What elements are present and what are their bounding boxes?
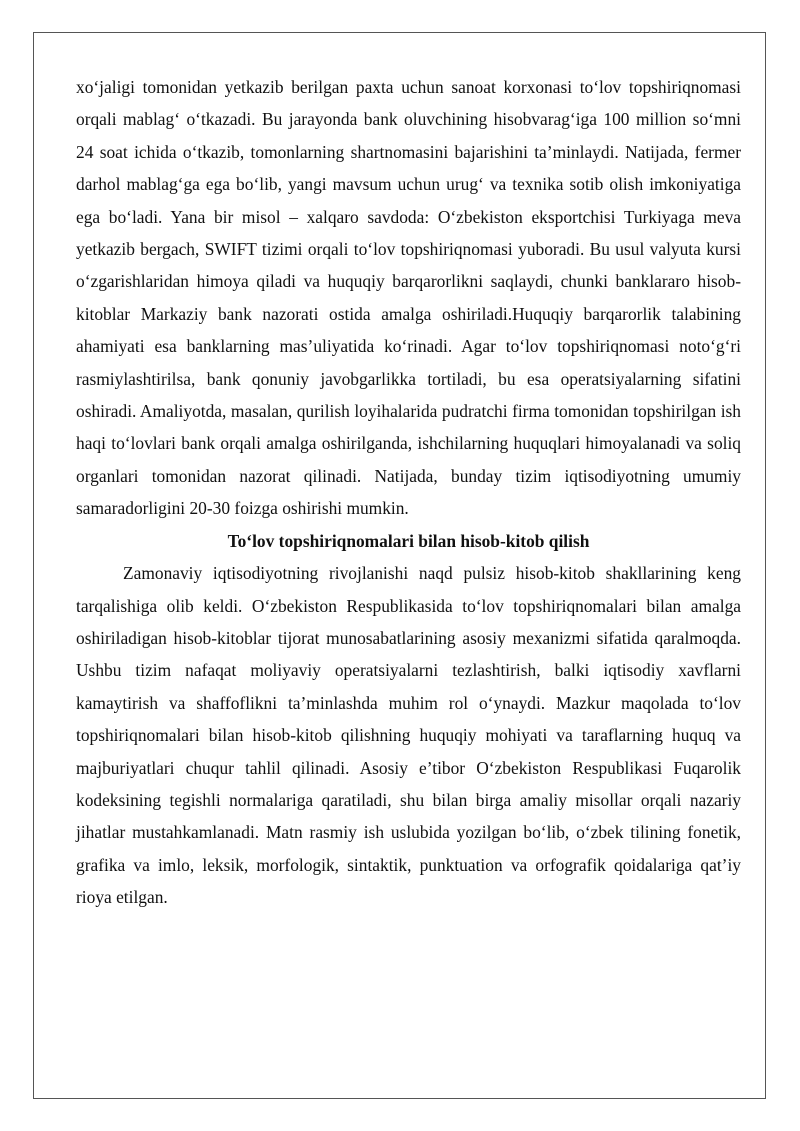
section-heading: To‘lov topshiriqnomalari bilan hisob-kitob qilish [227, 530, 590, 551]
document-body [76, 71, 741, 914]
body-paragraph-2: Zamonaviy iqtisodiyotning rivojlanishi naqd pulsiz hisob-kitob shakllarining keng tarqalishiga olib keldi. O‘zbekiston Respublikasida to‘lov topshiriqnomalari bilan amalga oshiriladigan hisob-kitoblar tijorat munosabatlarining asosiy mexanizmi sifatida qaralmoqda. Ushbu tizim nafaqat moliyaviy operatsiyalarni tezlashtirish, balki iqtisodiy xavflarni kamaytirish va shaffoflikni ta’minlashda muhim rol o‘ynaydi. Mazkur maqolada to‘lov topshiriqnomalari bilan hisob-kitob qilishning huquqiy mohiyati va taraflarning huquq va majburiyatlari chuqur tahlil qilinadi. Asosiy e’tibor O‘zbekiston Respublikasi Fuqarolik kodeksining tegishli normalariga qaratiladi, shu bilan birga amaliy misollar orqali nazariy jihatlar mustahkamlanadi. Matn rasmiy ish uslubida yozilgan bo‘lib, o‘zbek tilining fonetik, grafika va imlo, leksik, morfologik, sintaktik, punktuation va orfografik qoidalariga qat’iy rioya etilgan. [76, 563, 741, 908]
body-paragraph-1: xo‘jaligi tomonidan yetkazib berilgan paxta uchun sanoat korxonasi to‘lov topshiriqnomasi orqali mablag‘ o‘tkazadi. Bu jarayonda bank oluvchining hisobvarag‘iga 100 million so‘mni 24 soat ichida o‘tkazib, tomonlarning shartnomasini bajarishini ta’minlaydi. Natijada, fermer darhol mablag‘ga ega bo‘lib, yangi mavsum uchun urug‘ va texnika sotib olish imkoniyatiga ega bo‘ladi. Yana bir misol – xalqaro savdoda: O‘zbekiston eksportchisi Turkiyaga meva yetkazib bergach, SWIFT tizimi orqali to‘lov topshiriqnomasi yuboradi. Bu usul valyuta kursi o‘zgarishlaridan himoya qiladi va huquqiy barqarorlikni saqlaydi, chunki banklararo hisob-kitoblar Markaziy bank nazorati ostida amalga oshiriladi.Huquqiy barqarorlik talabining ahamiyati esa banklarning mas’uliyatida ko‘rinadi. Agar to‘lov topshiriqnomasi noto‘g‘ri rasmiylashtirilsa, bank qonuniy javobgarlikka tortiladi, bu esa operatsiyalarning sifatini oshiradi. Amaliyotda, masalan, qurilish loyihalarida pudratchi firma tomonidan topshirilgan ish haqi to‘lovlari bank orqali amalga oshirilganda, ishchilarning huquqlari himoyalanadi va soliq organlari tomonidan nazorat qilinadi. Natijada, bunday tizim iqtisodiyotning umumiy samaradorligini 20-30 foizga oshirishi mumkin. [76, 77, 741, 519]
